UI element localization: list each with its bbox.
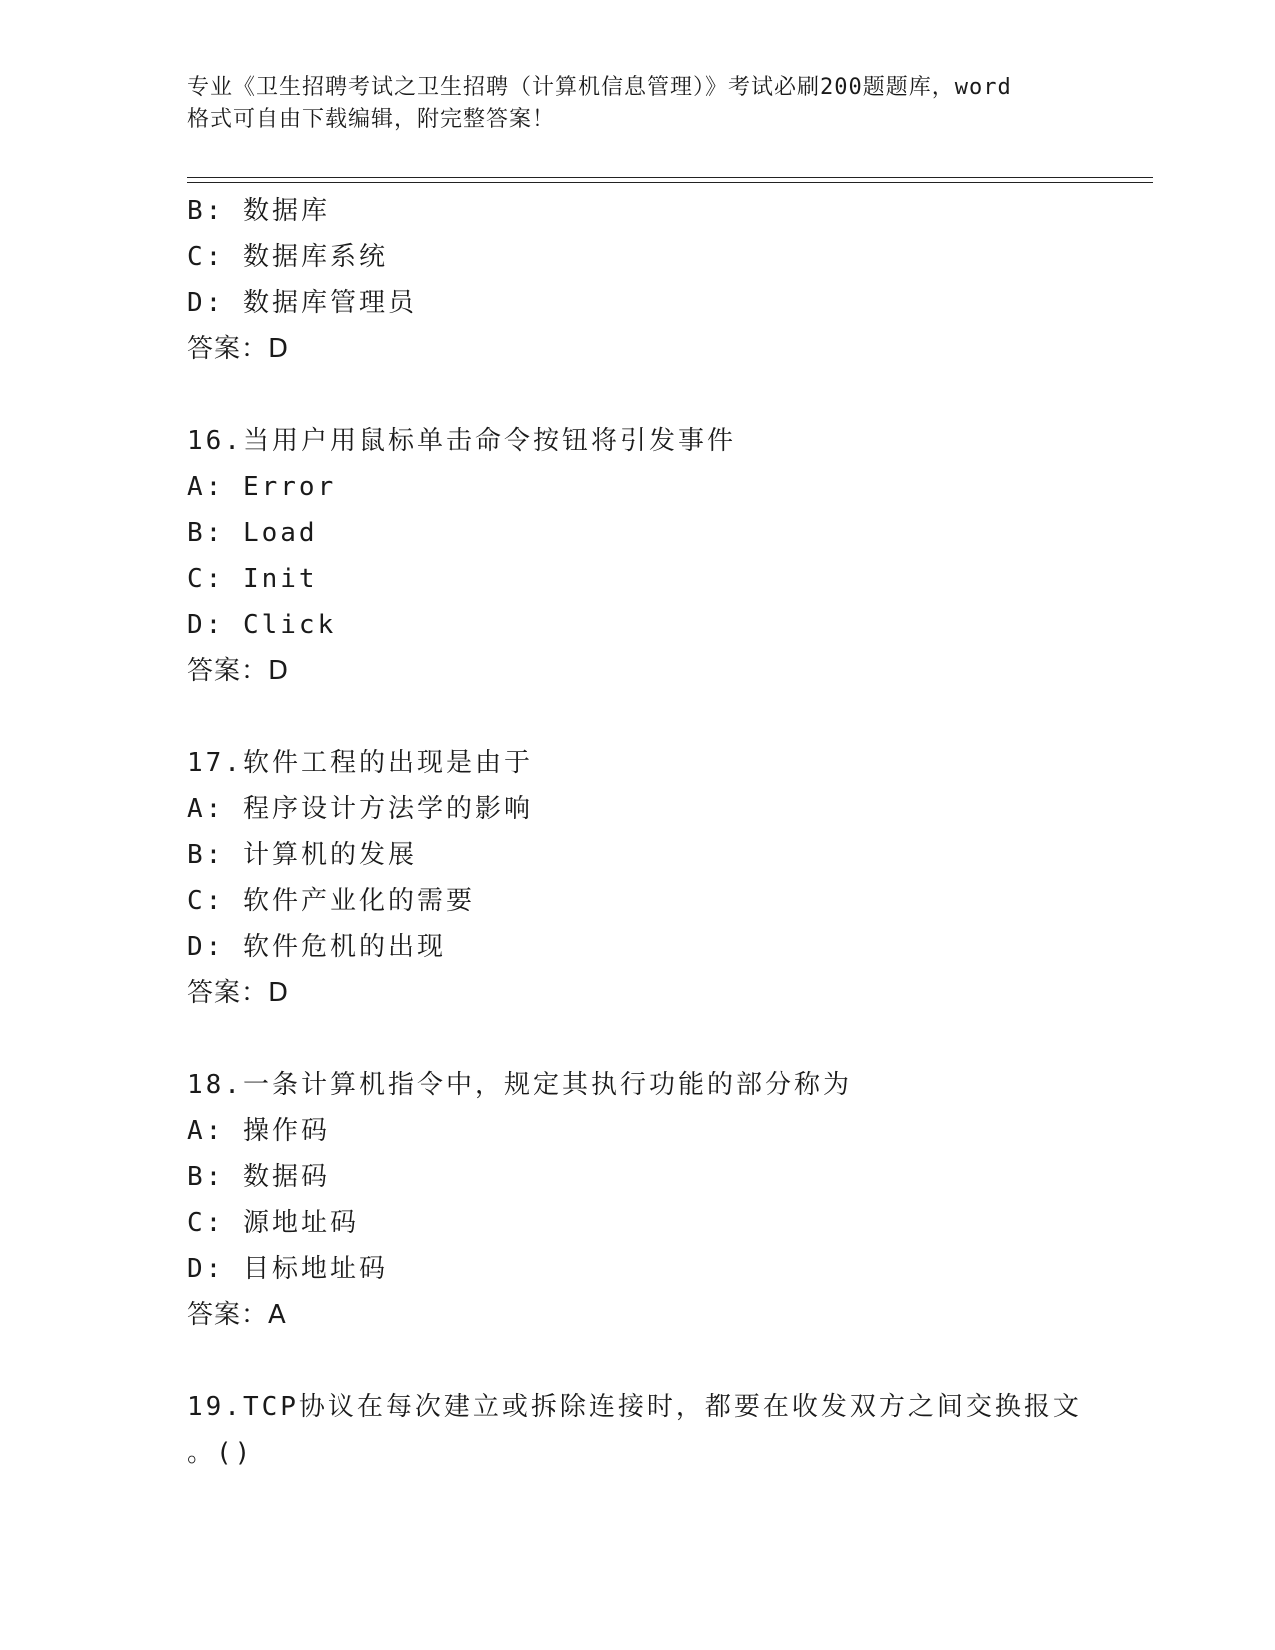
option-c: C: 软件产业化的需要 [187,886,475,916]
question-stem: 16.当用户用鼠标单击命令按钮将引发事件 [187,426,736,456]
question-stem: 19.TCP协议在每次建立或拆除连接时，都要在收发双方之间交换报文 [187,1392,1082,1422]
document-header [187,72,1087,136]
question-block-17 [187,740,1187,1016]
option-b: B: 计算机的发展 [187,840,417,870]
spacer [187,372,1187,418]
option-c: C: Init [187,564,318,594]
answer-line: 答案：D [187,334,290,364]
question-stem-continued: 。() [187,1438,254,1468]
question-block-19 [187,1384,1187,1476]
question-block-18 [187,1062,1187,1338]
option-d: D: Click [187,610,337,640]
spacer [187,694,1187,740]
header-line-1: 专业《卫生招聘考试之卫生招聘（计算机信息管理）》考试必刷200题题库，word [187,75,1012,100]
option-b: B: 数据库 [187,196,330,226]
option-d: D: 数据库管理员 [187,288,417,318]
option-a: A: 程序设计方法学的影响 [187,794,533,824]
option-c: C: 源地址码 [187,1208,359,1238]
question-list [187,188,1187,1476]
answer-line: 答案：D [187,978,290,1008]
spacer [187,1016,1187,1062]
question-block-16 [187,418,1187,694]
question-stem: 17.软件工程的出现是由于 [187,748,533,778]
header-rule-bottom [187,182,1153,183]
option-a: A: Error [187,472,337,502]
option-a: A: 操作码 [187,1116,330,1146]
option-b: B: Load [187,518,318,548]
header-line-2: 格式可自由下载编辑，附完整答案！ [187,107,556,132]
header-rule-top [187,177,1153,178]
option-c: C: 数据库系统 [187,242,388,272]
spacer [187,1338,1187,1384]
answer-line: 答案：A [187,1300,287,1330]
answer-line: 答案：D [187,656,290,686]
option-b: B: 数据码 [187,1162,330,1192]
question-stem: 18.一条计算机指令中，规定其执行功能的部分称为 [187,1070,852,1100]
option-d: D: 软件危机的出现 [187,932,446,962]
option-d: D: 目标地址码 [187,1254,388,1284]
question-block-15 [187,188,1187,372]
